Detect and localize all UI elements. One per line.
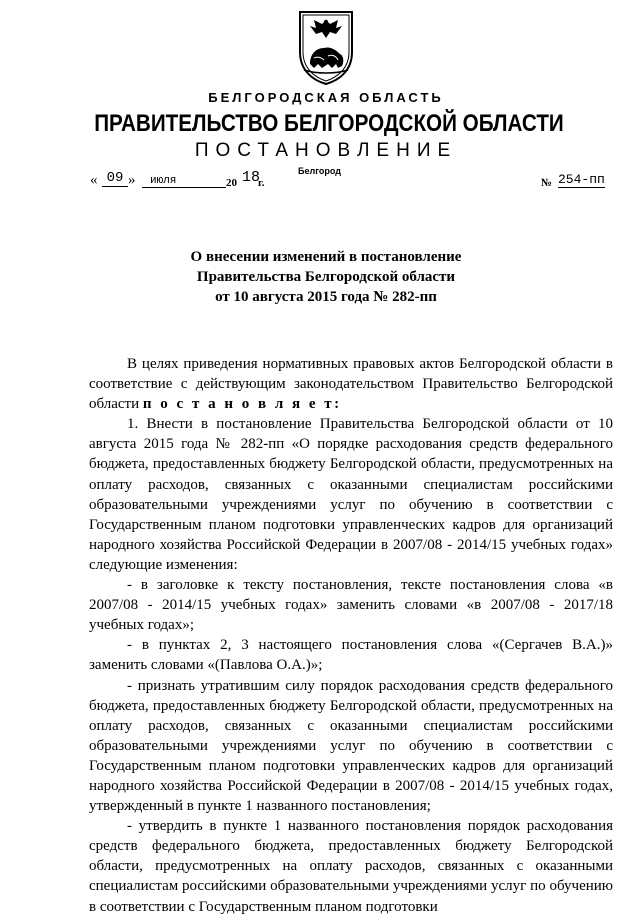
date-day: 09 — [102, 170, 128, 187]
date-year-prefix: 20 — [226, 177, 237, 189]
region-heading: БЕЛГОРОДСКАЯ ОБЛАСТЬ — [208, 90, 444, 105]
document-title-line: О внесении изменений в постановление — [190, 249, 462, 265]
document-type-heading: ПОСТАНОВЛЕНИЕ — [194, 140, 458, 161]
document-title-line: Правительства Белгородской области — [196, 269, 456, 285]
date-open-quote: « — [90, 172, 98, 188]
date-year-suffix: 18 — [242, 169, 261, 186]
change-paragraph: - в пунктах 2, 3 настоящего постановления слова «(Сергачев В.А.)» заменить словами «(Павлова О.А.)»; — [89, 637, 613, 674]
document-number: 254-пп — [558, 172, 605, 187]
date-year-mark: г. — [258, 177, 265, 189]
change-paragraph: - утвердить в пункте 1 названного постановления порядок расходования средств федерального бюджета, предоставленных бюджету Белгородской области, предусмотренных на оплату расходов, связанных с оказанными специалистам российскими образовательными учреждениями услуг по обучению в соответствии с Государственным планом подготовки — [89, 818, 613, 915]
document-number-label: № — [541, 177, 553, 189]
intro-paragraph — [89, 354, 613, 414]
date-close-quote: » — [128, 172, 136, 188]
date-month: июля — [142, 175, 226, 188]
change-paragraph: - в заголовке к тексту постановления, тексте постановления слова «в 2007/08 - 2014/15 учебных годах» заменить словами «в 2007/08 - 2017/18 учебных годах»; — [89, 577, 613, 634]
decides-word: п о с т а н о в л я е т: — [142, 396, 342, 413]
document-title-line: от 10 августа 2015 года № 282-пп — [215, 289, 437, 305]
intro-text: В целях приведения нормативных правовых актов Белгородской области в соответствие с действующим законодательством Правительство Белгородской области — [89, 356, 613, 413]
document-title — [0, 247, 640, 307]
coat-of-arms-icon — [296, 8, 356, 86]
item-1-paragraph: 1. Внести в постановление Правительства Белгородской области от 10 августа 2015 года № 282-пп «О порядке расходования средств федерального бюджета, предоставленных бюджету Белгородской области, предусмотренных на оплату расходов, связанных с оказанными специалистам российскими образовательными учреждениями услуг по обучению в соответствии с Государственным планом подготовки управленческих кадров для организаций народного хозяйства Российской Федерации в 2007/08 - 2014/15 учебных годах» следующие изменения: — [89, 416, 613, 573]
government-heading: ПРАВИТЕЛЬСТВО БЕЛГОРОДСКОЙ ОБЛАСТИ — [94, 110, 564, 137]
change-paragraph: - признать утратившим силу порядок расходования средств федерального бюджета, предоставленных бюджету Белгородской области, предусмотренных на оплату расходов, связанных с оказанными специалистам российскими образовательными учреждениями услуг по обучению в соответствии с Государственным планом подготовки управленческих кадров для организаций народного хозяйства Российской Федерации в 2007/08 - 2014/15 учебных годах, утвержденный в пункте 1 названного постановления; — [89, 677, 613, 815]
document-body — [89, 354, 613, 917]
city-label: Белгород — [298, 166, 341, 176]
